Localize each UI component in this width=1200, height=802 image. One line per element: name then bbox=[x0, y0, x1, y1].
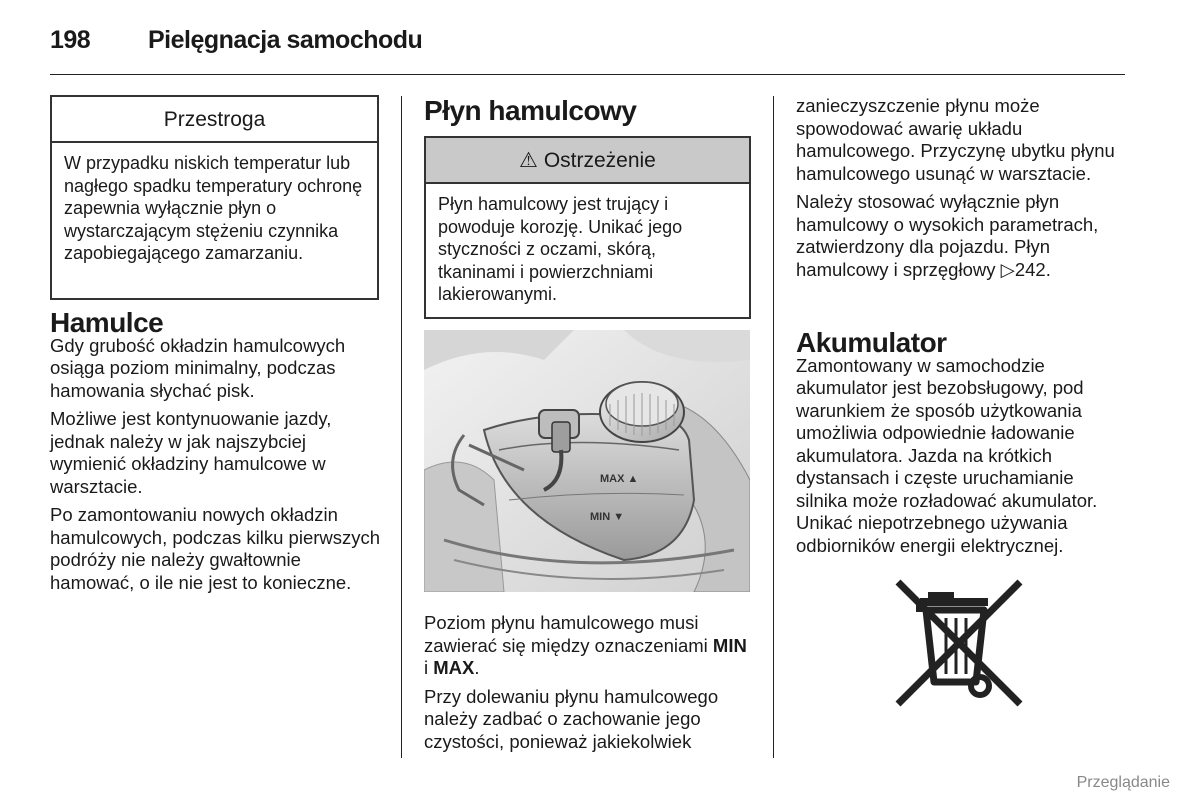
page-title: Pielęgnacja samochodu bbox=[148, 26, 423, 54]
brake-fluid-reservoir-image bbox=[424, 330, 750, 592]
brakes-paragraph: Gdy grubość okładzin hamulcowych osiąga poziom minimalny, podczas hamowania słychać pisk. bbox=[50, 334, 346, 401]
brake-fluid-heading: Płyn hamulcowy bbox=[424, 95, 637, 126]
usage-text: Należy stosować wyłącznie płyn hamulcowy o wysokich parametrach, zatwierdzony dla pojazdu. Płyn hamulcowy i sprzęgłowy bbox=[796, 191, 1099, 280]
warning-body: Płyn hamulcowy jest trujący i powoduje korozję. Unikać jego styczności z oczami, skórą, tkaninami i powierzchniami lakierowanymi. bbox=[438, 194, 683, 304]
min-label: MIN bbox=[712, 634, 747, 656]
caution-body: W przypadku niskich temperatur lub nagłego spadku temperatury ochronę zapewnia wyłącznie płyn o wystarczającym stężeniu czynnika zapobiegającego zamarzaniu. bbox=[64, 153, 363, 263]
warning-header bbox=[426, 138, 749, 184]
refill-paragraph: Przy dolewaniu płynu hamulcowego należy zadbać o zachowanie jego czystości, ponieważ jakiekolwiek bbox=[424, 685, 719, 752]
usage-paragraph bbox=[796, 191, 1126, 281]
column-divider bbox=[773, 96, 774, 758]
brakes-paragraph: Po zamontowaniu nowych okładzin hamulcowych, podczas kilku pierwszych podróży nie należy gwałtownie hamować, o ile nie jest to konieczne. bbox=[50, 504, 381, 593]
column-3-text bbox=[796, 95, 1126, 287]
max-mark-label: MAX ▲ bbox=[600, 473, 639, 485]
fluid-level-paragraph bbox=[424, 612, 754, 680]
battery-heading: Akumulator bbox=[796, 327, 947, 358]
battery-paragraph: Zamontowany w samochodzie akumulator jest bezobsługowy, pod warunkiem że sposób użytkowania umożliwia odpowiednie ładowanie akumulatora. Jazda na krótkich dystansach i częste uruchamianie silnika może rozładować akumulator. Unikać niepotrzebnego używania odbiorników energii elektrycznej. bbox=[796, 354, 1098, 556]
column-divider bbox=[401, 96, 402, 758]
connector: i bbox=[424, 657, 429, 678]
refill-continued-paragraph: zanieczyszczenie płynu może spowodować awarię układu hamulcowego. Przyczynę ubytku płynu hamulcowego usunąć w warsztacie. bbox=[796, 95, 1115, 184]
brakes-section bbox=[50, 307, 382, 600]
page-reference[interactable]: 242 bbox=[1014, 258, 1046, 280]
brakes-heading: Hamulce bbox=[50, 307, 164, 338]
min-mark-label: MIN ▼ bbox=[590, 511, 625, 523]
sentence-end: . bbox=[474, 657, 480, 678]
crossed-out-bin-icon bbox=[894, 578, 1026, 708]
warning-triangle-icon: ⚠ bbox=[519, 149, 538, 172]
engine-illustration bbox=[424, 330, 750, 592]
header-rule bbox=[50, 74, 1125, 75]
warning-box bbox=[424, 136, 751, 319]
fluid-level-text: Poziom płynu hamulcowego musi zawierać się między oznaczeniami bbox=[424, 612, 708, 656]
brake-fluid-text bbox=[424, 612, 754, 759]
page-number: 198 bbox=[50, 26, 91, 54]
sentence-end: . bbox=[1045, 258, 1051, 280]
caution-title: Przestroga bbox=[52, 97, 377, 143]
caution-box bbox=[50, 95, 379, 300]
footer-watermark: Przeglądanie bbox=[1076, 774, 1170, 791]
page-reference-arrow-icon: ▷ bbox=[1000, 258, 1015, 280]
warning-title: Ostrzeżenie bbox=[543, 149, 656, 172]
max-label: MAX bbox=[433, 657, 475, 678]
brakes-paragraph: Możliwe jest kontynuowanie jazdy, jednak należy w jak najszybciej wymienić okładziny hamulcowe w warsztacie. bbox=[50, 408, 332, 497]
battery-section bbox=[796, 327, 1128, 563]
